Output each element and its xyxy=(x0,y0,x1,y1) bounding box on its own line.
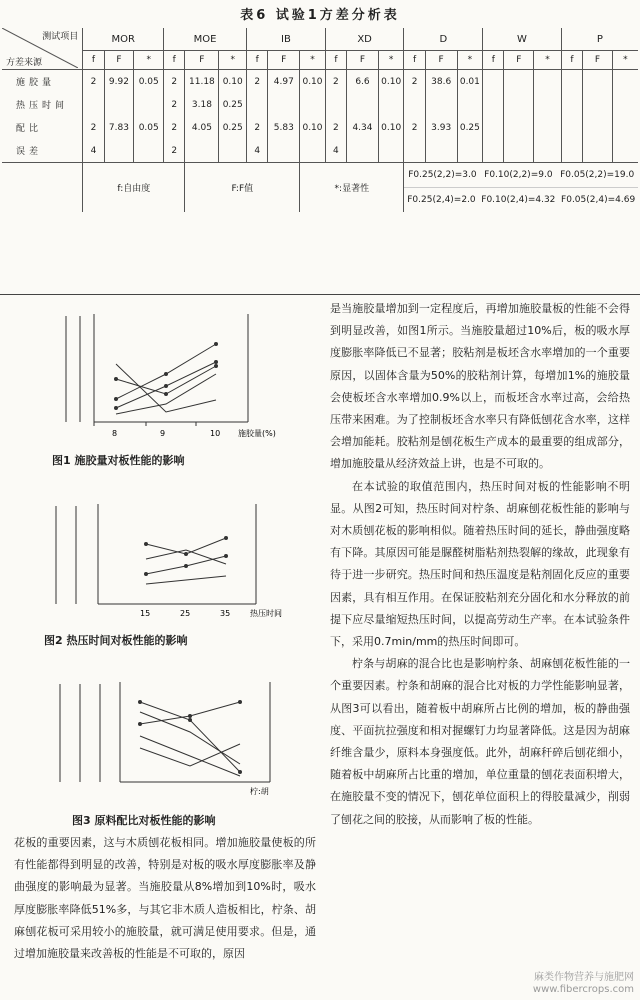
sub-header-cell: F xyxy=(583,51,613,70)
table-cell: 2 xyxy=(247,116,268,139)
table-cell xyxy=(534,139,562,163)
figure-2-caption: 图2 热压时间对板性能的影响 xyxy=(44,634,188,647)
sub-header-cell: F xyxy=(347,51,379,70)
row-label: 热压时间 xyxy=(2,93,83,116)
table-cell xyxy=(504,139,534,163)
table-cell xyxy=(561,139,582,163)
table-cell: 6.6 xyxy=(347,70,379,94)
table-cell xyxy=(83,93,104,116)
table-cell: 0.10 xyxy=(378,70,404,94)
table-cell xyxy=(300,139,326,163)
left-paragraph: 花板的重要因素，这与木质刨花板相同。增加施胶量使板的所有性能都得到明显的改善，特别是对板的吸水厚度膨胀率及静曲强度的影响最为显著。当施胶量从8%增加到10%时，吸水厚度膨胀率降低51%多，与其它非木质人造板相比，柠条、胡麻刨花板可采用较小的施胶量，就可满足使用要求。但是，通过增加施胶量来改善板的性能是不可取的，原因 xyxy=(14,836,316,961)
table-cell: 3.93 xyxy=(425,116,457,139)
table-cell xyxy=(378,139,404,163)
watermark xyxy=(533,972,634,996)
sub-header-cell: * xyxy=(534,51,562,70)
fig2-xtick: 25 xyxy=(180,609,191,618)
sub-header-cell: * xyxy=(612,51,638,70)
watermark-line: 麻类作物营养与施肥网 xyxy=(534,972,634,983)
table-cell: 0.25 xyxy=(457,116,483,139)
table-cell: 4 xyxy=(325,139,346,163)
fval: F0.10(2,2)=9.0 xyxy=(484,170,553,180)
table-cell xyxy=(300,93,326,116)
table-cell: 4.97 xyxy=(268,70,300,94)
fval: F0.10(2,4)=4.32 xyxy=(481,195,556,205)
group-header: MOR xyxy=(83,28,164,51)
table-cell: 5.83 xyxy=(268,116,300,139)
table-cell xyxy=(612,116,638,139)
table-cell: 0.01 xyxy=(457,70,483,94)
fig3-xlabel: 柠:胡 xyxy=(250,787,269,796)
figure-2-plot xyxy=(36,494,296,626)
sub-header-cell: f xyxy=(404,51,425,70)
table-cell xyxy=(483,139,504,163)
table-cell xyxy=(583,70,613,94)
sub-header-cell: F xyxy=(425,51,457,70)
figure-3-plot xyxy=(40,672,310,806)
watermark-line: www.fibercrops.com xyxy=(532,984,634,995)
table-cell xyxy=(561,93,582,116)
table-cell xyxy=(612,93,638,116)
table-title: 表6 试验1方差分析表 xyxy=(240,8,400,23)
fig1-xtick: 10 xyxy=(210,429,221,438)
sub-header-cell: * xyxy=(134,51,164,70)
table-cell xyxy=(404,139,425,163)
table-cell xyxy=(583,93,613,116)
table-cell: 2 xyxy=(164,139,185,163)
table-cell xyxy=(612,139,638,163)
sub-header-cell: f xyxy=(164,51,185,70)
table-cell xyxy=(219,139,247,163)
footnote-f: f:自由度 xyxy=(83,163,185,213)
table-cell: 2 xyxy=(404,70,425,94)
group-header: P xyxy=(561,28,638,51)
fig1-xlabel: 施胶量(%) xyxy=(238,429,276,438)
table-cell xyxy=(457,139,483,163)
table-cell xyxy=(134,93,164,116)
table-cell xyxy=(534,93,562,116)
sub-header-cell: f xyxy=(83,51,104,70)
figure-1-caption: 图1 施胶量对板性能的影响 xyxy=(52,454,185,467)
table-cell xyxy=(504,116,534,139)
fig2-xtick: 15 xyxy=(140,609,151,618)
row-label: 配比 xyxy=(2,116,83,139)
table-cell: 0.10 xyxy=(300,70,326,94)
group-header: D xyxy=(404,28,483,51)
table-cell: 2 xyxy=(83,116,104,139)
table-cell: 2 xyxy=(164,93,185,116)
fval: F0.05(2,4)=4.69 xyxy=(561,195,636,205)
table-cell: 2 xyxy=(164,116,185,139)
table-cell: 4.05 xyxy=(185,116,219,139)
critical-values xyxy=(404,163,638,213)
fig1-xtick: 9 xyxy=(160,429,166,438)
table-cell xyxy=(425,139,457,163)
table-cell xyxy=(561,116,582,139)
table-cell xyxy=(457,93,483,116)
figure-1 xyxy=(36,304,296,472)
table-cell xyxy=(583,139,613,163)
anova-table xyxy=(2,28,638,212)
table-cell: 0.25 xyxy=(219,93,247,116)
table-cell: 11.18 xyxy=(185,70,219,94)
group-header: MOE xyxy=(164,28,247,51)
fig2-xlabel: 热压时间 xyxy=(250,609,282,618)
table-cell xyxy=(425,93,457,116)
table-cell xyxy=(325,93,346,116)
table-cell: 0.25 xyxy=(219,116,247,139)
corner-bottom-label: 方差来源 xyxy=(6,58,43,68)
table-cell xyxy=(378,93,404,116)
table-cell: 2 xyxy=(404,116,425,139)
sub-header-cell: F xyxy=(104,51,134,70)
table-cell xyxy=(268,139,300,163)
group-header: W xyxy=(483,28,562,51)
table-cell xyxy=(534,116,562,139)
footnote-F: F:F值 xyxy=(185,163,300,213)
fig1-xtick: 8 xyxy=(112,429,118,438)
table-cell: 2 xyxy=(247,70,268,94)
table-cell: 9.92 xyxy=(104,70,134,94)
table-cell xyxy=(534,70,562,94)
table-cell: 3.18 xyxy=(185,93,219,116)
table-row xyxy=(2,116,638,139)
sub-header-cell: * xyxy=(300,51,326,70)
table-cell xyxy=(134,139,164,163)
corner-top-label: 测试项目 xyxy=(42,32,79,42)
fval: F0.25(2,4)=2.0 xyxy=(407,195,476,205)
table-cell: 0.10 xyxy=(219,70,247,94)
table-cell xyxy=(483,93,504,116)
right-column xyxy=(330,298,630,831)
table-cell: 2 xyxy=(164,70,185,94)
table-cell: 0.05 xyxy=(134,116,164,139)
right-paragraph-3: 柠条与胡麻的混合比也是影响柠条、胡麻刨花板性能的一个重要因素。柠条和胡麻的混合比对板的力学性能影响显著，从图3可以看出，随着板中胡麻所占比例的增加，板的静曲强度、平面抗拉强度和相对握螺钉力均显著降低。这是因为胡麻纤维含量少，原料本身强度低。此外，胡麻秆碎后刨花细小，随着板中胡麻所占比重的增加，单位重量的刨花表面积增大，在施胶量不变的情况下，刨花单位面积上的得胶量减少，削弱了刨花之间的胶接，从而影响了板的性能。 xyxy=(330,657,630,826)
footer-spacer xyxy=(2,163,83,213)
table-row xyxy=(2,139,638,163)
right-paragraph-2: 在本试验的取值范围内，热压时间对板的性能影响不明显。从图2可知，热压时间对柠条、胡麻刨花板性能的影响与对木质刨花板的影响相似。随着热压时间的延长，静曲强度略有下降。其原因可能是脲醛树脂粘剂热裂解的缘故，此现象有待于进一步研究。热压时间和热压温度是粘剂固化反应的重要因素，具有相互作用。在保证胶粘剂充分固化和水分释放的前提下应尽量缩短热压时间，以提高劳动生产率。在本试验条件下，采用0.7min/mm的热压时间即可。 xyxy=(330,479,630,649)
sub-header-cell: * xyxy=(378,51,404,70)
group-header: XD xyxy=(325,28,404,51)
table-cell: 4 xyxy=(247,139,268,163)
table-cell: 0.10 xyxy=(300,116,326,139)
figure-3 xyxy=(40,672,310,832)
fval: F0.25(2,2)=3.0 xyxy=(408,170,477,180)
sub-header-cell: f xyxy=(561,51,582,70)
table-cell: 0.10 xyxy=(378,116,404,139)
sub-header-cell: f xyxy=(247,51,268,70)
fval: F0.05(2,2)=19.0 xyxy=(560,170,635,180)
table-bottom-rule xyxy=(0,294,640,295)
group-header: IB xyxy=(247,28,326,51)
row-label: 施胶量 xyxy=(2,70,83,94)
footnote-sig: *:显著性 xyxy=(300,163,404,213)
sub-header-cell: f xyxy=(325,51,346,70)
table-cell: 0.05 xyxy=(134,70,164,94)
table-cell: 2 xyxy=(325,70,346,94)
sub-header-cell: f xyxy=(483,51,504,70)
left-column xyxy=(14,832,316,965)
table-cell: 2 xyxy=(325,116,346,139)
table-cell xyxy=(483,70,504,94)
table-cell xyxy=(504,70,534,94)
table-cell: 4.34 xyxy=(347,116,379,139)
row-label: 误差 xyxy=(2,139,83,163)
sub-header-cell: F xyxy=(504,51,534,70)
figure-1-plot xyxy=(36,304,296,452)
table-cell xyxy=(483,116,504,139)
table-cell xyxy=(247,93,268,116)
table-cell: 38.6 xyxy=(425,70,457,94)
table-cell xyxy=(347,93,379,116)
table-cell xyxy=(404,93,425,116)
table-cell: 4 xyxy=(83,139,104,163)
table-cell: 7.83 xyxy=(104,116,134,139)
figure-2 xyxy=(36,494,296,652)
table-row xyxy=(2,70,638,94)
figure-3-caption: 图3 原料配比对板性能的影响 xyxy=(72,814,216,827)
sub-header-cell: * xyxy=(457,51,483,70)
sub-header-cell: F xyxy=(268,51,300,70)
table-cell xyxy=(612,70,638,94)
table-cell xyxy=(347,139,379,163)
right-paragraph-1: 是当施胶量增加到一定程度后，再增加施胶量板的性能不会得到明显改善，如图1所示。当施胶量超过10%后，板的吸水厚度膨胀率降低已不显著；胶粘剂是板坯含水率增加的一个重要原因，以固体含量为50%的胶粘剂计算，每增加1%的施胶量会使板坯含水率增加0.9%以上，而板坯含水率过高，会给热压带来困难。为了控制板坯含水率只有降低刨花含水率，这样会增加能耗。胶粘剂是刨花板生产成本的最重要的组成部分，增加施胶量从经济效益上讲，也是不可取的。 xyxy=(330,302,630,471)
sub-header-cell: * xyxy=(219,51,247,70)
table-cell xyxy=(104,139,134,163)
table-cell xyxy=(185,139,219,163)
table-row xyxy=(2,93,638,116)
sub-header-cell: F xyxy=(185,51,219,70)
fig2-xtick: 35 xyxy=(220,609,231,618)
corner-cell xyxy=(2,28,83,70)
table-cell xyxy=(583,116,613,139)
table-cell xyxy=(504,93,534,116)
table-cell xyxy=(268,93,300,116)
table-cell xyxy=(561,70,582,94)
table-cell xyxy=(104,93,134,116)
table-cell: 2 xyxy=(83,70,104,94)
